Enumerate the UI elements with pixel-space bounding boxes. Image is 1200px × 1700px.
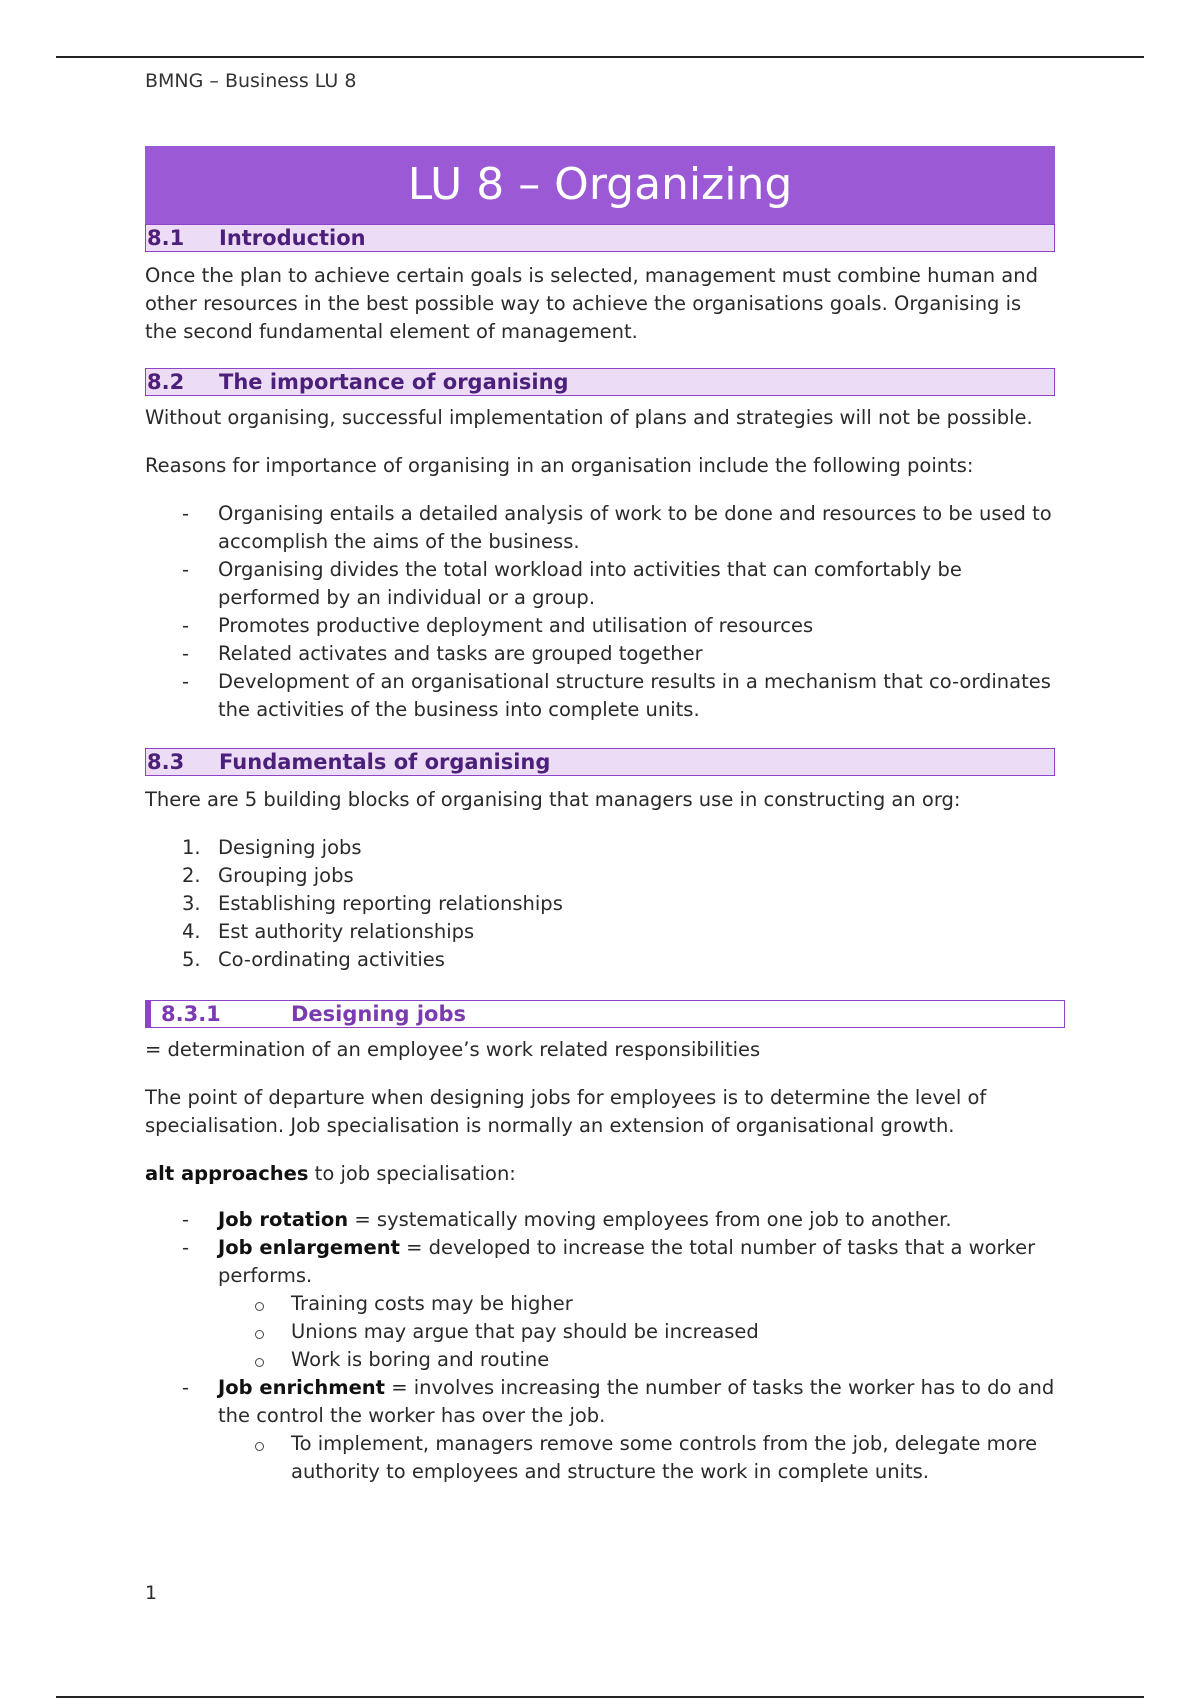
list-item-job-enlargement: - Job enlargement = developed to increase the total number of tasks that a worker performs. Training costs may be higher Unions may argue that pay should be increased Work is boring and routine bbox=[145, 1234, 1055, 1374]
sub-list-item: To implement, managers remove some controls from the job, delegate more authority to employees and structure the work in complete units. bbox=[145, 1430, 1055, 1486]
approaches-intro: alt approaches to job specialisation: bbox=[145, 1162, 516, 1185]
section-title: Fundamentals of organising bbox=[219, 750, 551, 774]
list-item-job-enrichment: - Job enrichment = involves increasing the number of tasks the worker has to do and the control the worker has over the job. To implement, managers remove some controls from the job, delegate more authority to employees and structure the work in complete units. bbox=[145, 1374, 1055, 1486]
importance-paragraph: Without organising, successful implementation of plans and strategies will not be possible. bbox=[145, 406, 1033, 429]
circle-bullet-icon bbox=[255, 1330, 264, 1339]
list-item: 3. Establishing reporting relationships bbox=[182, 892, 563, 915]
fundamentals-paragraph: There are 5 building blocks of organising that managers use in constructing an org: bbox=[145, 788, 961, 811]
intro-paragraph: Once the plan to achieve certain goals is selected, management must combine human and other resources in the best possible way to achieve the organisations goals. Organising is the second fundamental element of management. bbox=[145, 264, 1038, 343]
circle-bullet-icon bbox=[255, 1358, 264, 1367]
list-item: - Organising divides the total workload into activities that can comfortably be performed by an individual or a group. bbox=[182, 558, 962, 609]
list-item: - Development of an organisational structure results in a mechanism that co-ordinates the activities of the business into complete units. bbox=[182, 670, 1051, 721]
subsection-title: Designing jobs bbox=[291, 1002, 467, 1026]
sub-list-item: Unions may argue that pay should be increased bbox=[145, 1318, 1055, 1346]
building-blocks-list bbox=[145, 834, 1055, 974]
top-rule bbox=[56, 56, 1144, 58]
list-item-job-rotation: - Job rotation = systematically moving employees from one job to another. bbox=[145, 1206, 1055, 1234]
approaches-list bbox=[145, 1206, 1055, 1486]
section-heading-8-2 bbox=[145, 368, 1055, 396]
dash-bullet: - bbox=[182, 1236, 190, 1259]
section-heading-8-3 bbox=[145, 748, 1055, 776]
list-item: 1. Designing jobs bbox=[182, 836, 362, 859]
reasons-list bbox=[145, 500, 1055, 724]
subsection-heading-8-3-1 bbox=[145, 1000, 1065, 1028]
dash-bullet: - bbox=[182, 502, 190, 525]
list-item: 5. Co-ordinating activities bbox=[182, 948, 445, 971]
running-header: BMNG – Business LU 8 bbox=[145, 70, 357, 92]
sub-list-item: Work is boring and routine bbox=[145, 1346, 1055, 1374]
bottom-rule bbox=[56, 1696, 1144, 1698]
section-heading-8-1 bbox=[145, 224, 1055, 252]
reasons-intro: Reasons for importance of organising in an organisation include the following points: bbox=[145, 454, 974, 477]
page-content bbox=[145, 146, 1055, 1486]
dash-bullet: - bbox=[182, 1376, 190, 1399]
list-item: 2. Grouping jobs bbox=[182, 864, 354, 887]
page-number: 1 bbox=[145, 1582, 158, 1604]
dash-bullet: - bbox=[182, 642, 190, 665]
section-number: 8.3 bbox=[147, 750, 185, 774]
list-item: 4. Est authority relationships bbox=[182, 920, 475, 943]
section-number: 8.2 bbox=[147, 370, 185, 394]
sub-list-item: Training costs may be higher bbox=[145, 1290, 1055, 1318]
circle-bullet-icon bbox=[255, 1442, 264, 1451]
section-title: Introduction bbox=[219, 226, 366, 250]
subsection-number: 8.3.1 bbox=[161, 1002, 221, 1026]
specialisation-paragraph: The point of departure when designing jobs for employees is to determine the level of specialisation. Job specialisation is normally an extension of organisational growth. bbox=[145, 1086, 987, 1137]
dash-bullet: - bbox=[182, 1208, 190, 1231]
circle-bullet-icon bbox=[255, 1302, 264, 1311]
section-title: The importance of organising bbox=[219, 370, 569, 394]
document-title: LU 8 – Organizing bbox=[145, 146, 1055, 224]
enlargement-sublist bbox=[218, 1290, 1055, 1374]
dash-bullet: - bbox=[182, 614, 190, 637]
list-item: - Promotes productive deployment and utilisation of resources bbox=[145, 612, 1055, 640]
section-number: 8.1 bbox=[147, 226, 185, 250]
dash-bullet: - bbox=[182, 558, 190, 581]
designing-jobs-definition: = determination of an employee’s work related responsibilities bbox=[145, 1038, 761, 1061]
list-item: - Organising entails a detailed analysis of work to be done and resources to be used to accomplish the aims of the business. bbox=[182, 502, 1052, 553]
enrichment-sublist bbox=[218, 1430, 1055, 1486]
dash-bullet: - bbox=[182, 670, 190, 693]
list-item: - Related activates and tasks are grouped together bbox=[145, 640, 1055, 668]
